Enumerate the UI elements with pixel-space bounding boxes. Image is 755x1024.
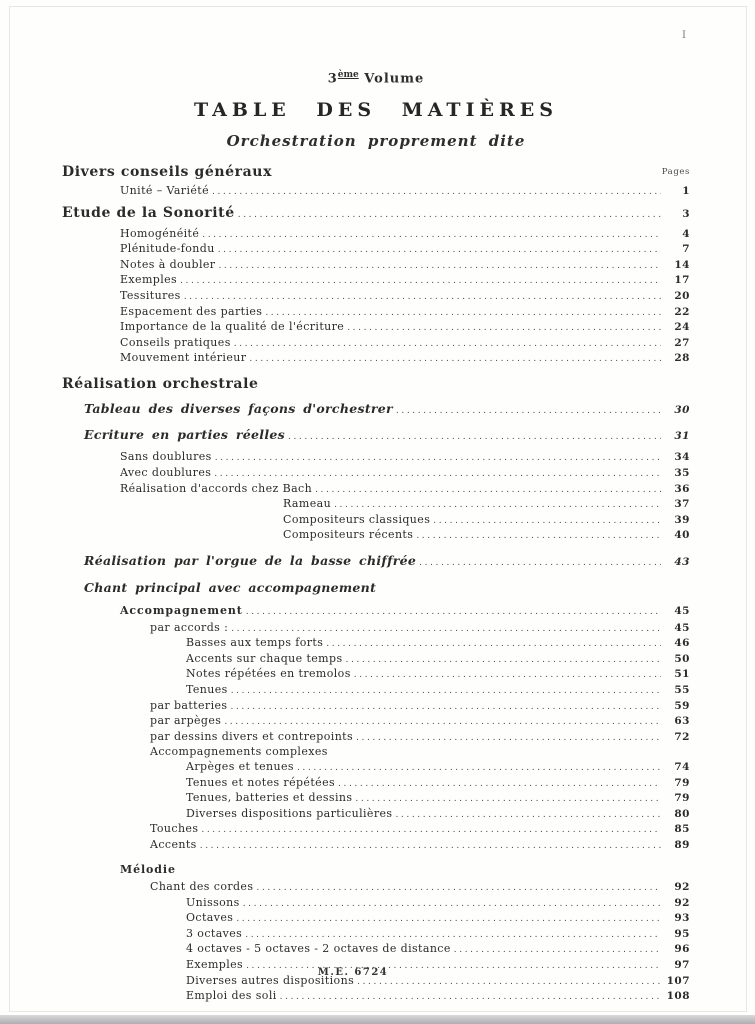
toc-entry: [62, 896, 690, 912]
dotted-leader: [454, 942, 661, 958]
dotted-leader: [180, 273, 661, 289]
dotted-leader: [265, 305, 661, 321]
dotted-leader: [231, 621, 661, 637]
volume-word: Volume: [364, 71, 425, 87]
toc-entry: [62, 699, 690, 715]
toc-entry-page: 108: [666, 990, 690, 1003]
toc-entry-page: 1: [682, 184, 690, 197]
toc-entry-label: Octaves: [186, 911, 234, 925]
toc-entry: [62, 497, 690, 513]
toc-entry-label: Sans doublures: [120, 450, 212, 464]
toc-entry-page: 36: [674, 482, 690, 495]
toc-entry-page: 92: [674, 881, 690, 894]
dotted-leader: [243, 896, 661, 912]
toc-entry: [62, 927, 690, 943]
dotted-leader: [338, 776, 661, 792]
toc-entry-label: Accompagnement: [120, 604, 243, 617]
toc-entry-label: par batteries: [150, 698, 228, 712]
dotted-leader: [395, 807, 661, 823]
toc-entry-page: 40: [674, 529, 690, 542]
dotted-leader: [218, 258, 661, 274]
toc-entry-label: Exemples: [120, 273, 178, 287]
dotted-leader: [202, 227, 661, 243]
dotted-leader: [214, 466, 661, 482]
scan-bottom-edge: [0, 1015, 755, 1024]
toc-entry-label: 3 octaves: [186, 926, 243, 940]
toc-entry: [62, 482, 690, 498]
toc-entry-page: 22: [674, 305, 690, 318]
dotted-leader: [212, 184, 661, 200]
dotted-leader: [288, 427, 661, 446]
toc-entry-page: 4: [682, 227, 690, 240]
dotted-leader: [236, 911, 661, 927]
toc-entry-label: Tenues, batteries et dessins: [186, 791, 353, 805]
toc-entry-label: Importance de la qualité de l'écriture: [120, 320, 345, 334]
dotted-leader: [315, 482, 661, 498]
toc-entry: [62, 942, 690, 958]
toc-entry-label: Unité – Variété: [120, 183, 210, 197]
toc-entry: [62, 242, 690, 258]
toc-entry-label: Accents: [150, 837, 197, 851]
toc-entry-page: 17: [674, 274, 690, 287]
toc-entry-page: 7: [682, 243, 690, 256]
toc-entry: [62, 730, 690, 746]
dotted-leader: [201, 822, 661, 838]
toc-entry-page: 34: [674, 451, 690, 464]
toc-entry: [62, 714, 690, 730]
dotted-leader: [234, 336, 661, 352]
toc-entry-label: Rameau: [283, 497, 332, 511]
toc-entry-page: 93: [674, 912, 690, 925]
toc-entry-page: 107: [666, 974, 690, 987]
toc-entry: [62, 528, 690, 544]
dotted-leader: [356, 730, 661, 746]
dotted-leader: [238, 205, 661, 225]
toc-entry-page: 28: [674, 352, 690, 365]
dotted-leader: [416, 528, 661, 544]
dotted-leader: [224, 714, 661, 730]
toc-entry-label: Conseils pratiques: [120, 335, 231, 349]
toc-entry-page: 35: [674, 467, 690, 480]
dotted-leader: [334, 497, 661, 513]
dotted-leader: [218, 242, 661, 258]
toc-entry-label: Homogénéité: [120, 226, 200, 240]
pages-column-label: Pages: [661, 167, 690, 177]
dotted-leader: [355, 791, 661, 807]
plate-number: M.E. 6724: [317, 967, 389, 978]
toc-entry-label: par accords :: [150, 620, 229, 634]
toc-entry-page: 45: [674, 621, 690, 634]
toc-entry-page: 95: [674, 927, 690, 940]
toc-entry: [62, 652, 690, 668]
toc-entry: [62, 621, 690, 637]
toc-entry-page: 30: [674, 404, 690, 417]
page-header: [62, 70, 690, 150]
toc-entry-page: 46: [674, 637, 690, 650]
dotted-leader: [245, 927, 661, 943]
toc-entry-label: par arpèges: [150, 714, 222, 728]
toc-entry-page: 63: [674, 715, 690, 728]
page-subtitle: Orchestration proprement dite: [226, 132, 526, 151]
toc-entry: [62, 513, 690, 529]
toc-entry-page: 97: [674, 959, 690, 972]
toc-entry: [62, 376, 690, 394]
toc-entry: [62, 401, 690, 420]
toc-entry: [62, 427, 690, 446]
dotted-leader: [280, 989, 661, 1005]
toc-entry: [62, 838, 690, 854]
dotted-leader: [347, 320, 661, 336]
toc-entry-page: 43: [674, 556, 690, 568]
toc-entry: [62, 450, 690, 466]
toc-entry-label: Chant des cordes: [150, 880, 254, 894]
toc-entry-label: Basses aux temps forts: [186, 636, 324, 650]
volume-number: 3: [327, 71, 338, 87]
toc-entry: [62, 604, 690, 620]
toc-entry: [62, 863, 690, 878]
toc-entry-page: 79: [674, 776, 690, 789]
toc-entry-label: Touches: [150, 822, 199, 836]
toc-entry: [62, 351, 690, 367]
toc-entry: [62, 760, 690, 776]
toc-entry-label: Réalisation orchestrale: [62, 375, 259, 392]
toc-entry-label: Diverses autres dispositions: [186, 973, 355, 987]
toc-entry: [62, 466, 690, 482]
toc-entry-label: Tenues: [186, 682, 228, 696]
toc-entry-page: 39: [674, 513, 690, 526]
toc-entry-label: Compositeurs récents: [283, 528, 414, 542]
volume-ordinal-suffix: ème: [337, 70, 359, 80]
toc-entry-page: 31: [674, 429, 690, 442]
toc-entry-page: 96: [674, 943, 690, 956]
toc-entry-label: Mouvement intérieur: [120, 351, 247, 365]
toc-entry-page: 85: [674, 823, 690, 836]
toc-entry-page: 14: [674, 258, 690, 271]
toc-entry-label: Ecriture en parties réelles: [84, 426, 285, 442]
dotted-leader: [354, 667, 661, 683]
toc-entry: [62, 258, 690, 274]
toc-entry-page: 59: [674, 699, 690, 712]
toc-entry: [62, 745, 690, 760]
toc-entry-label: Avec doublures: [120, 466, 212, 480]
toc-entry: [62, 164, 690, 182]
toc-entry: [62, 305, 690, 321]
toc-entry-page: 20: [674, 289, 690, 302]
toc-entry-label: Mélodie: [120, 862, 176, 876]
toc-entry-page: 74: [674, 760, 690, 773]
toc-entry: [62, 273, 690, 289]
toc-entry-label: Emploi des soli: [186, 989, 277, 1003]
toc-entry-label: par dessins divers et contrepoints: [150, 729, 354, 743]
toc-entry: [62, 683, 690, 699]
toc-entry: [62, 205, 690, 225]
toc-entry: [62, 580, 690, 597]
toc-entry-page: 79: [674, 792, 690, 805]
toc-entry-label: Exemples: [186, 958, 244, 972]
toc-entry-label: Réalisation par l'orgue de la basse chiffrée: [84, 553, 417, 568]
dotted-leader: [326, 636, 661, 652]
toc-entry-label: Arpèges et tenues: [186, 759, 294, 773]
toc-entry: [62, 822, 690, 838]
dotted-leader: [249, 351, 661, 367]
toc-entry-page: 3: [682, 208, 690, 221]
toc-entry-label: Diverses dispositions particulières: [186, 806, 393, 820]
toc-entry: [62, 807, 690, 823]
toc-entry-page: 72: [674, 730, 690, 743]
toc-entry-label: Tenues et notes répétées: [186, 775, 336, 789]
toc-entry: [62, 667, 690, 683]
toc-entry-label: Espacement des parties: [120, 304, 263, 318]
toc-entry-label: Tableau des diverses façons d'orchestrer: [84, 401, 393, 417]
toc-entry-page: 45: [674, 605, 690, 617]
toc-entry-label: Unissons: [186, 895, 240, 909]
toc-entry-page: 55: [674, 683, 690, 696]
dotted-leader: [256, 880, 661, 896]
dotted-leader: [346, 652, 662, 668]
toc-entry: [62, 791, 690, 807]
toc-entry-label: Plénitude-fondu: [120, 242, 215, 256]
toc-entry: [62, 289, 690, 305]
toc-entry: [62, 553, 690, 572]
toc-entry-page: 24: [674, 321, 690, 334]
toc-entry: [62, 320, 690, 336]
toc-entry: [62, 184, 690, 200]
toc-entry-label: 4 octaves - 5 octaves - 2 octaves de distance: [186, 942, 451, 956]
dotted-leader: [184, 289, 661, 305]
toc-entry: [62, 989, 690, 1005]
toc-entry-label: Tessitures: [120, 288, 181, 302]
dotted-leader: [433, 513, 661, 529]
toc-entry: [62, 636, 690, 652]
toc-entry-label: Divers conseils généraux: [62, 164, 273, 180]
folio-number: I: [682, 30, 687, 41]
toc-entry-page: 89: [674, 838, 690, 851]
dotted-leader: [230, 699, 661, 715]
toc-entry-label: Compositeurs classiques: [283, 512, 431, 526]
dotted-leader: [396, 401, 661, 420]
toc-entry: [62, 911, 690, 927]
table-of-contents: [62, 164, 690, 1005]
toc-entry-label: Chant principal avec accompagnement: [84, 579, 377, 595]
dotted-leader: [231, 683, 661, 699]
toc-entry: [62, 336, 690, 352]
toc-entry-page: 80: [674, 807, 690, 820]
toc-entry-page: 37: [674, 498, 690, 511]
dotted-leader: [215, 450, 661, 466]
toc-entry: [62, 227, 690, 243]
volume-heading: [62, 70, 690, 86]
toc-entry-label: Accents sur chaque temps: [186, 651, 343, 665]
toc-entry-label: Notes à doubler: [120, 257, 216, 271]
toc-entry-page: 50: [674, 652, 690, 665]
dotted-leader: [419, 553, 661, 572]
toc-entry-page: 92: [674, 896, 690, 909]
toc-entry-label: Accompagnements complexes: [150, 745, 328, 759]
dotted-leader: [200, 838, 661, 854]
toc-entry-label: Etude de la Sonorité: [62, 205, 235, 222]
page-title: TABLE DES MATIÈRES: [194, 99, 558, 122]
toc-entry: [62, 776, 690, 792]
toc-entry-label: Réalisation d'accords chez Bach: [120, 481, 313, 495]
dotted-leader: [297, 760, 661, 776]
toc-entry-page: 27: [674, 336, 690, 349]
toc-entry: [62, 880, 690, 896]
toc-entry-label: Notes répétées en tremolos: [186, 667, 351, 681]
toc-entry-page: 51: [674, 668, 690, 681]
dotted-leader: [246, 604, 661, 620]
